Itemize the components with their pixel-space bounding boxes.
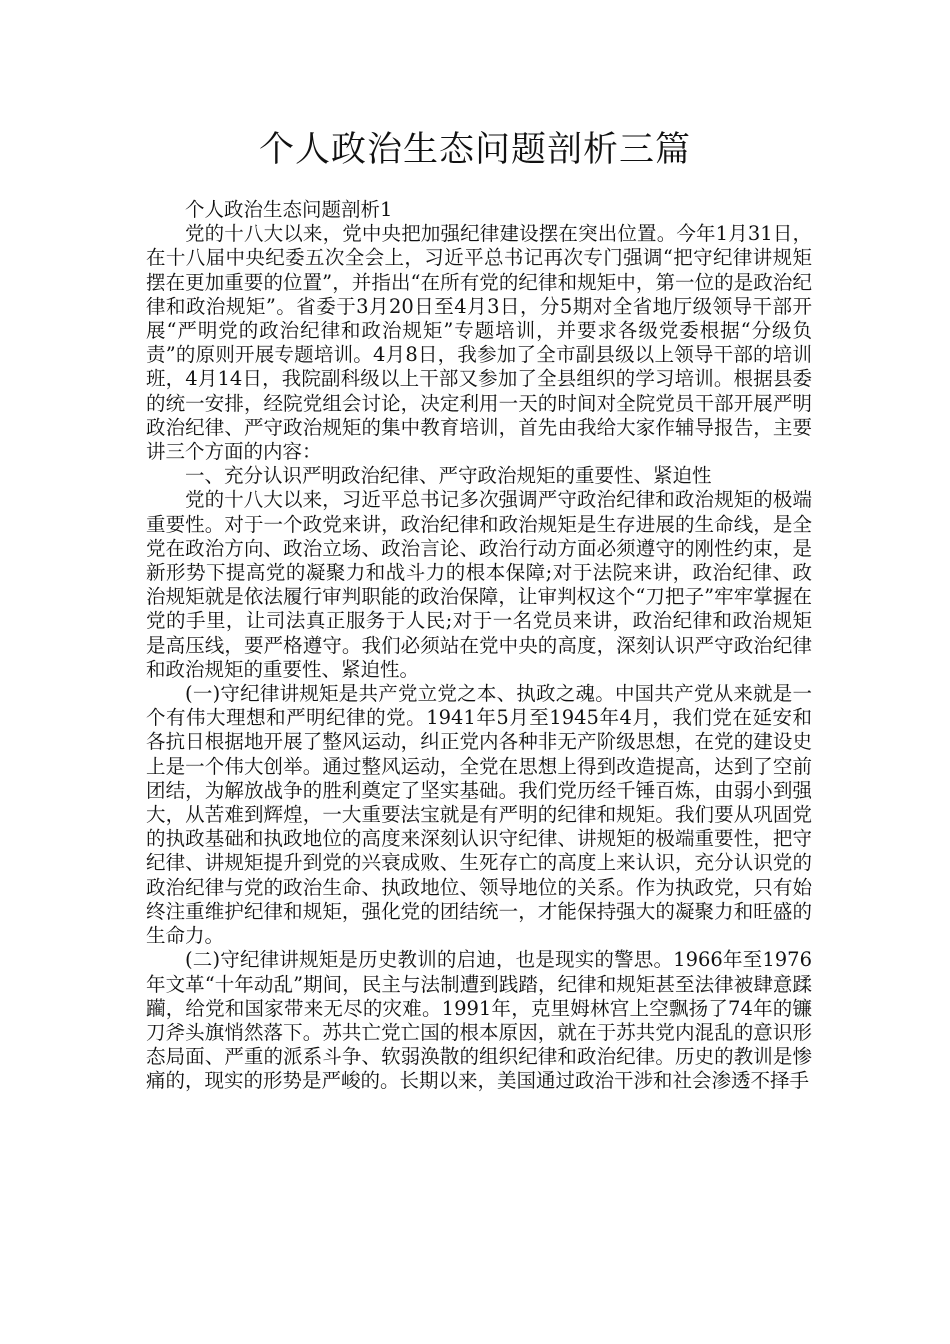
paragraph-intro: 党的十八大以来，党中央把加强纪律建设摆在突出位置。今年1月31日，在十八届中央纪委五次全会上，习近平总书记再次专门强调“把守纪律讲规矩摆在更加重要的位置”，并指出“在所有党的纪律和规矩中，第一位的是政治纪律和政治规矩”。省委于3月20日至4月3日，分5期对全省地厅级领导干部开展“严明党的政治纪律和政治规矩”专题培训，并要求各级党委根据“分级负责”的原则开展专题培训。4月8日，我参加了全市副县级以上领导干部的培训班，4月14日，我院副科级以上干部又参加了全县组织的学习培训。根据县委的统一安排，经院党组会讨论，决定利用一天的时间对全院党员干部开展严明政治纪律、严守政治规矩的集中教育培训，首先由我给大家作辅导报告，主要讲三个方面的内容： — [146, 222, 812, 464]
paragraph-importance: 党的十八大以来，习近平总书记多次强调严守政治纪律和政治规矩的极端重要性。对于一个政党来讲，政治纪律和政治规矩是生存进展的生命线，是全党在政治方向、政治立场、政治言论、政治行动方面必须遵守的刚性约束，是新形势下提高党的凝聚力和战斗力的根本保障;对于法院来讲，政治纪律、政治规矩就是依法履行审判职能的政治保障，让审判权这个“刀把子”牢牢掌握在党的手里，让司法真正服务于人民;对于一名党员来讲，政治纪律和政治规矩是高压线，要严格遵守。我们必须站在党中央的高度，深刻认识严守政治纪律和政治规矩的重要性、紧迫性。 — [146, 488, 812, 681]
section-subtitle: 个人政治生态问题剖析1 — [185, 198, 393, 221]
paragraph-point-2: (二)守纪律讲规矩是历史教训的启迪，也是现实的警思。1966年至1976年文革“十年动乱”期间，民主与法制遭到践踏，纪律和规矩甚至法律被肆意蹂躏，给党和国家带来无尽的灾难。1991年，克里姆林宫上空飘扬了74年的镰刀斧头旗悄然落下。苏共亡党亡国的根本原因，就在于苏共党内混乱的意识形态局面、严重的派系斗争、软弱涣散的组织纪律和政治纪律。历史的教训是惨痛的，现实的形势是严峻的。长期以来，美国通过政治干涉和社会渗透不择手 — [146, 948, 812, 1093]
section-heading-1: 一、充分认识严明政治纪律、严守政治规矩的重要性、紧迫性 — [185, 464, 712, 488]
paragraph-point-1: (一)守纪律讲规矩是共产党立党之本、执政之魂。中国共产党从来就是一个有伟大理想和严明纪律的党。1941年5月至1945年4月，我们党在延安和各抗日根据地开展了整风运动，纠正党内各种非无产阶级思想，在党的建设史上是一个伟大创举。通过整风运动，全党在思想上得到改造提高，达到了空前团结，为解放战争的胜利奠定了坚实基础。我们党历经千锤百炼，由弱小到强大，从苦难到辉煌，一大重要法宝就是有严明的纪律和规矩。我们要从巩固党的执政基础和执政地位的高度来深刻认识守纪律、讲规矩的极端重要性，把守纪律、讲规矩提升到党的兴衰成败、生死存亡的高度上来认识，充分认识党的政治纪律与党的政治生命、执政地位、领导地位的关系。作为执政党，只有始终注重维护纪律和规矩，强化党的团结统一，才能保持强大的凝聚力和旺盛的生命力。 — [146, 682, 812, 948]
document-title: 个人政治生态问题剖析三篇 — [258, 130, 691, 170]
document-body — [146, 198, 812, 1094]
